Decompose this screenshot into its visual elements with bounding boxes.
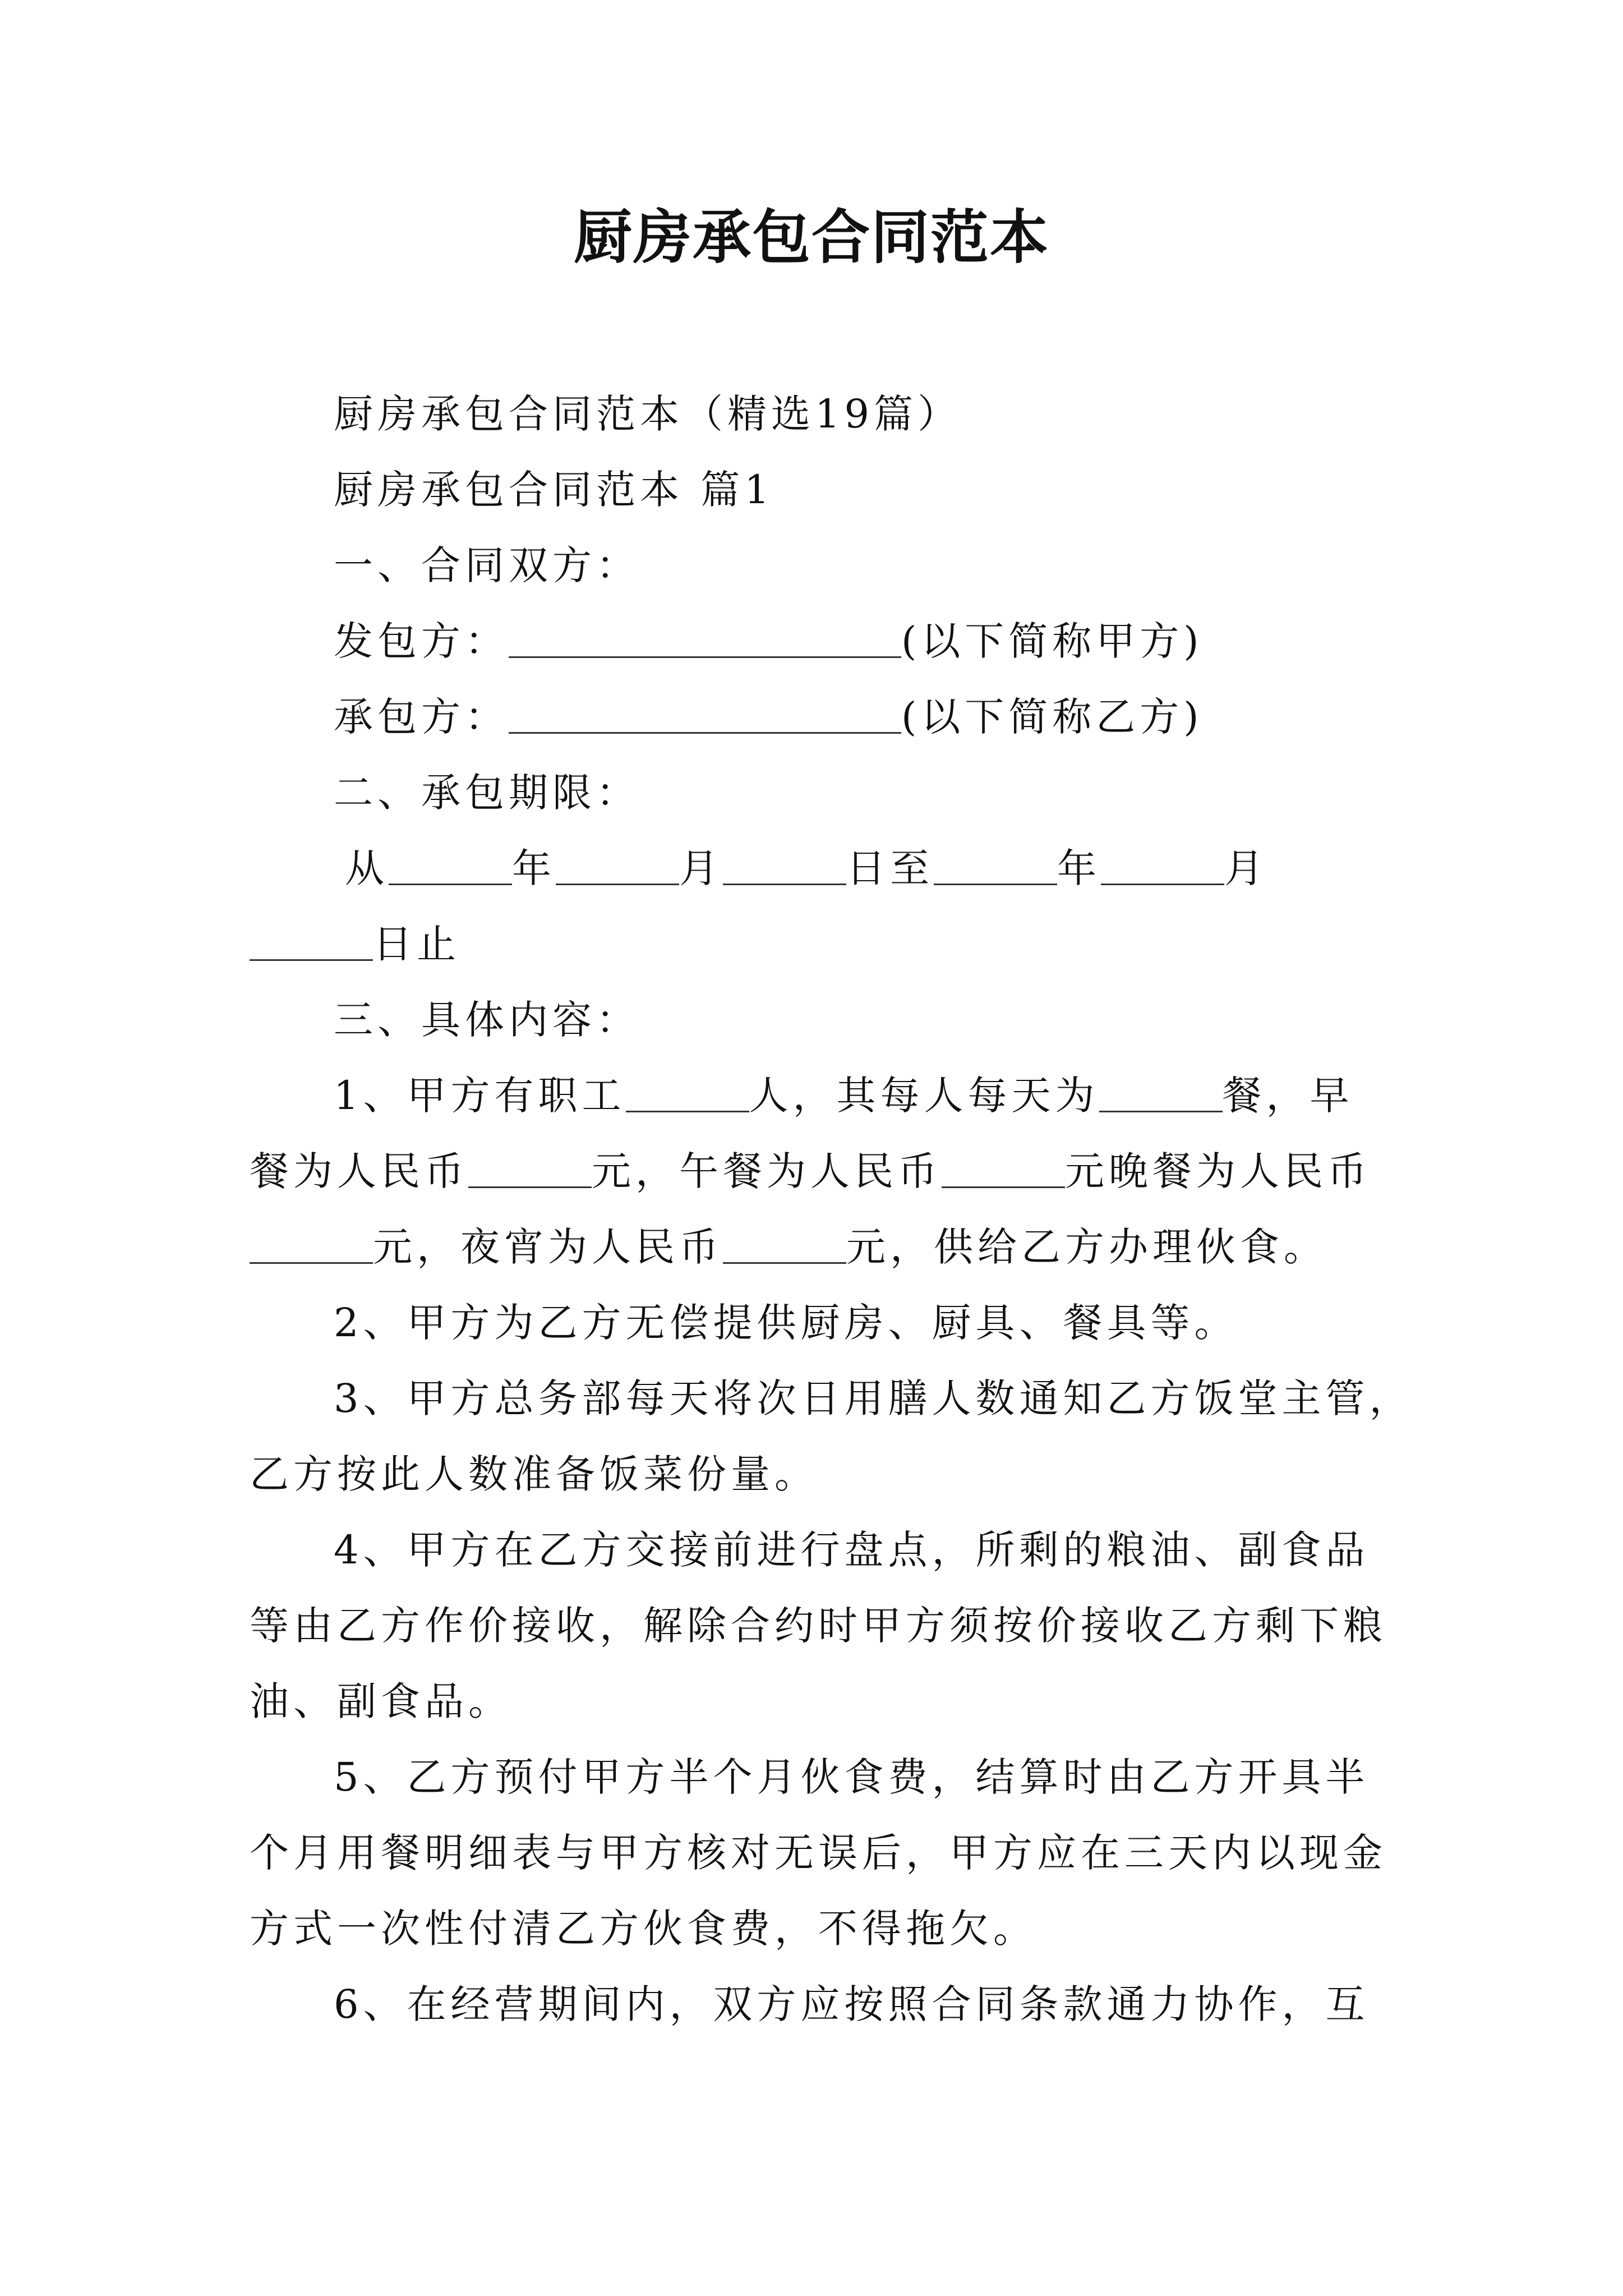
clause-1-line xyxy=(334,1068,1489,1124)
term-year: 年 xyxy=(512,845,556,891)
dinner-price-blank[interactable] xyxy=(250,1222,373,1264)
term-month: 月 xyxy=(679,845,723,891)
clause-4-line: 等由乙方作价接收，解除合约时甲方须按价接收乙方剩下粮 xyxy=(250,1603,1387,1649)
term-blank[interactable] xyxy=(934,843,1057,885)
clause-5-line: 方式一次性付清乙方伙食费，不得拖欠。 xyxy=(250,1906,1037,1952)
clause-1-text: 人，其每人每天为 xyxy=(749,1073,1099,1119)
term-line xyxy=(345,840,1500,896)
clause-1-line xyxy=(250,1219,1405,1275)
party-b-line xyxy=(334,689,1489,745)
term-end: 日止 xyxy=(373,921,460,967)
party-b-label: 承包方： xyxy=(334,694,509,740)
clause-4-line: 油、副食品。 xyxy=(250,1678,512,1724)
term-blank[interactable] xyxy=(250,919,373,961)
clause-5-line: 个月用餐明细表与甲方核对无误后，甲方应在三天内以现金 xyxy=(250,1830,1387,1876)
party-a-label: 发包方： xyxy=(334,618,509,664)
clause-2: 2、甲方为乙方无偿提供厨房、厨具、餐具等。 xyxy=(334,1300,1238,1346)
clause-1-text: 元晚餐为人民币 xyxy=(1065,1148,1371,1194)
document-title: 厨房承包合同范本 xyxy=(573,203,1049,272)
clause-4-line: 4、甲方在乙方交接前进行盘点，所剩的粮油、副食品 xyxy=(334,1527,1370,1573)
party-a-note: (以下简称甲方) xyxy=(901,618,1204,664)
clause-1-text: 元，午餐为人民币 xyxy=(592,1148,942,1194)
clause-6-line: 6、在经营期间内，双方应按照合同条款通力协作，互 xyxy=(334,1981,1370,2027)
term-blank[interactable] xyxy=(723,843,846,885)
clause-3-line: 3、甲方总务部每天将次日用膳人数通知乙方饭堂主管， xyxy=(334,1375,1413,1421)
party-b-note: (以下简称乙方) xyxy=(901,694,1204,740)
lunch-price-blank[interactable] xyxy=(942,1146,1065,1188)
party-a-line xyxy=(334,613,1489,669)
subtitle: 厨房承包合同范本（精选19篇） xyxy=(334,391,962,437)
section-2-heading: 二、承包期限： xyxy=(334,770,640,816)
term-year: 年 xyxy=(1057,845,1101,891)
party-a-blank[interactable] xyxy=(509,616,901,658)
clause-5-line: 5、乙方预付甲方半个月伙食费，结算时由乙方开具半 xyxy=(334,1754,1370,1800)
night-snack-price-blank[interactable] xyxy=(723,1222,846,1264)
clause-1-text: 元，夜宵为人民币 xyxy=(373,1224,723,1270)
breakfast-price-blank[interactable] xyxy=(468,1146,592,1188)
clause-1-text: 餐为人民币 xyxy=(250,1148,468,1194)
term-blank[interactable] xyxy=(389,843,512,885)
party-b-blank[interactable] xyxy=(509,692,901,734)
clause-1-text: 1、甲方有职工 xyxy=(334,1073,626,1119)
section-3-heading: 三、具体内容： xyxy=(334,997,640,1043)
clause-1-line xyxy=(250,1143,1405,1199)
clause-3-line: 乙方按此人数准备饭菜份量。 xyxy=(250,1451,818,1497)
clause-1-text: 元，供给乙方办理伙食。 xyxy=(846,1224,1327,1270)
term-blank[interactable] xyxy=(1101,843,1224,885)
staff-count-blank[interactable] xyxy=(626,1070,749,1112)
part-heading: 厨房承包合同范本 篇1 xyxy=(334,467,774,513)
meals-blank[interactable] xyxy=(1099,1070,1223,1112)
term-day-to: 日至 xyxy=(846,845,934,891)
term-blank[interactable] xyxy=(556,843,679,885)
term-from: 从 xyxy=(345,845,389,891)
clause-1-text: 餐，早 xyxy=(1222,1073,1354,1119)
term-month: 月 xyxy=(1224,845,1268,891)
term-line-end xyxy=(250,916,1405,972)
section-1-heading: 一、合同双方： xyxy=(334,542,640,588)
